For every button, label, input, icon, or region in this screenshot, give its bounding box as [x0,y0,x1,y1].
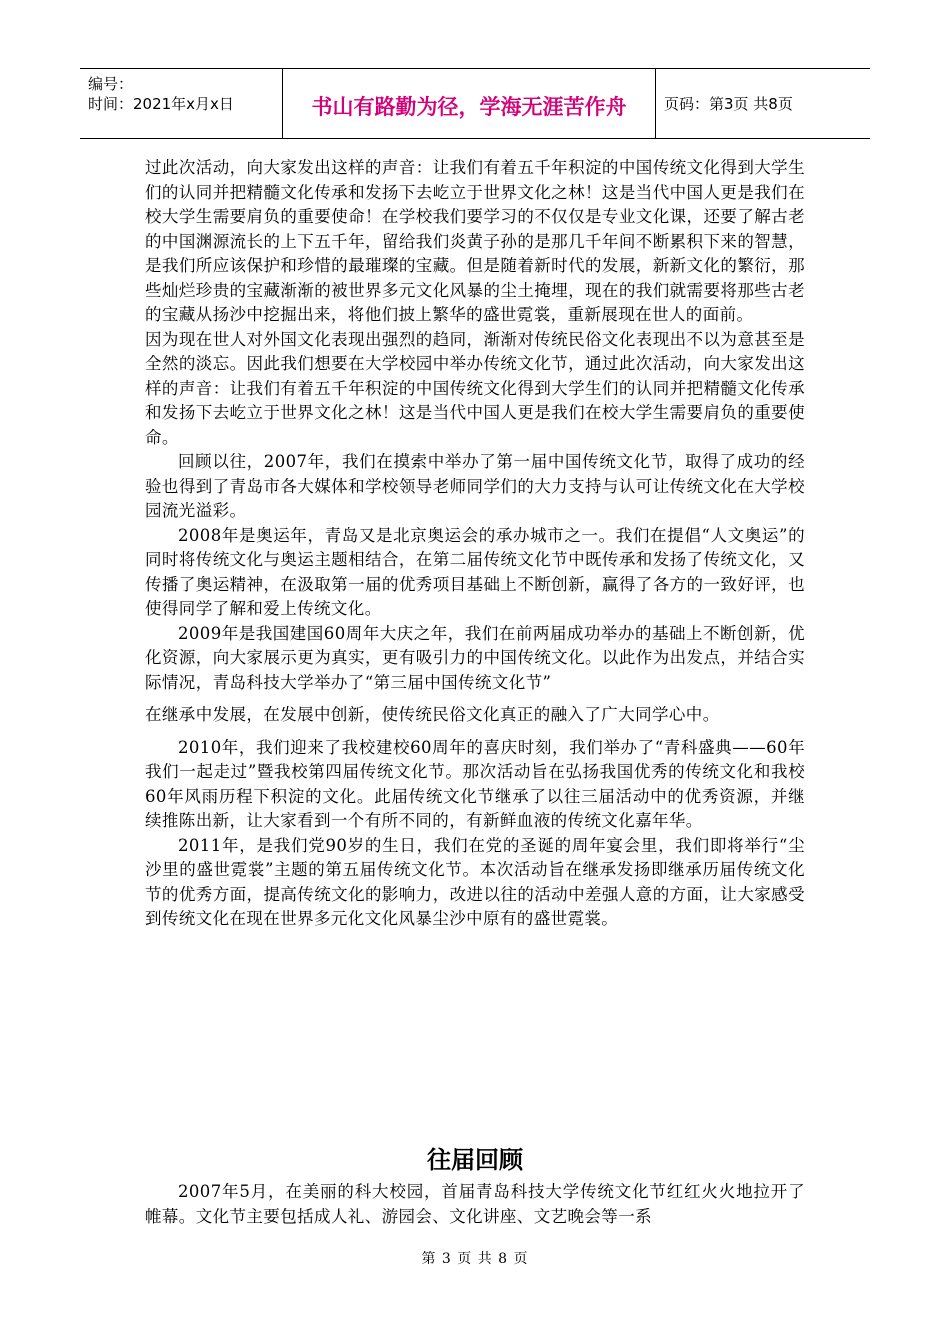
paragraph: 2007年5月，在美丽的科大校园，首届青岛科技大学传统文化节红红火火地拉开了帷幕。文化节主要包括成人礼、游园会、文化讲座、文艺晚会等一系 [145,1182,805,1226]
paragraph: 2010年，我们迎来了我校建校60周年的喜庆时刻，我们举办了“青科盛典——60年我们一起走过”暨我校第四届传统文化节。那次活动旨在弘扬我国优秀的传统文化和我校60年风雨历程下积淀的文化。此届传统文化节继承了以往三届活动中的优秀资源，并继续推陈出新，让大家看到一个有所不同的，有新鲜血液的传统文化嘉年华。 [145,737,805,830]
paragraph: 回顾以往，2007年，我们在摸索中举办了第一届中国传统文化节，取得了成功的经验也得到了青岛市各大媒体和学校领导老师同学们的大力支持与认可让传统文化在大学校园流光溢彩。 [145,452,805,520]
paragraph: 过此次活动，向大家发出这样的声音：让我们有着五千年积淀的中国传统文化得到大学生们的认同并把精髓文化传承和发扬下去屹立于世界文化之林！这是当代中国人更是我们在校大学生需要肩负的重要使命！在学校我们要学习的不仅仅是专业文化课，还要了解古老的中国渊源流长的上下五千年，留给我们炎黄子孙的是那几千年间不断累积下来的智慧，是我们所应该保护和珍惜的最璀璨的宝藏。但是随着新时代的发展，新新文化的繁衍，那些灿烂珍贵的宝藏渐渐的被世界多元文化风暴的尘土掩埋，现在的我们就需要将那些古老的宝藏从扬沙中挖掘出来，将他们披上繁华的盛世霓裳，重新展现在世人的面前。 [145,158,805,324]
section-title: 往届回顾 [427,1146,523,1174]
paragraph: 因为现在世人对外国文化表现出强烈的趋同，渐渐对传统民俗文化表现出不以为意甚至是全然的淡忘。因此我们想要在大学校园中举办传统文化节，通过此次活动，向大家发出这样的声音：让我们有着五千年积淀的中国传统文化得到大学生们的认同并把精髓文化传承和发扬下去屹立于世界文化之林！这是当代中国人更是我们在校大学生需要肩负的重要使命。 [145,329,805,447]
paragraph: 2009年是我国建国60周年大庆之年，我们在前两届成功举办的基础上不断创新，优化资源，向大家展示更为真实，更有吸引力的中国传统文化。以此作为出发点，并结合实际情况，青岛科技大学举办了“第三届中国传统文化节” [145,623,805,692]
paragraph: 2011年，是我们党90岁的生日，我们在党的圣诞的周年宴会里，我们即将举行“尘沙里的盛世霓裳”主题的第五届传统文化节。本次活动旨在继承发扬即继承历届传统文化节的优秀方面，提高传统文化的影响力，改进以往的活动中差强人意的方面，让大家感受到传统文化在现在世界多元化文化风暴尘沙中原有的盛世霓裳。 [145,835,805,928]
page-footer: 第 3 页 共 8 页 [421,1251,529,1267]
header-page-label: 页码：第3页 共8页 [664,95,793,113]
header-meta [80,69,283,138]
paragraph: 在继承中发展，在发展中创新，使传统民俗文化真正的融入了广大同学心中。 [145,705,720,724]
document-number-label: 编号： [88,75,134,93]
paragraph: 2008年是奥运年，青岛又是北京奥运会的承办城市之一。我们在提倡“人文奥运”的同时将传统文化与奥运主题相结合，在第二届传统文化节中既传承和发扬了传统文化，又传播了奥运精神，在汲取第一届的优秀项目基础上不断创新，赢得了各方的一致好评，也使得同学了解和爱上传统文化。 [145,525,805,618]
document-body [145,156,805,932]
section-body [145,1180,805,1229]
page-header [80,68,870,139]
header-motto: 书山有路勤为径，学海无涯苦作舟 [283,69,656,138]
document-time-label: 时间：2021年x月x日 [88,95,234,113]
